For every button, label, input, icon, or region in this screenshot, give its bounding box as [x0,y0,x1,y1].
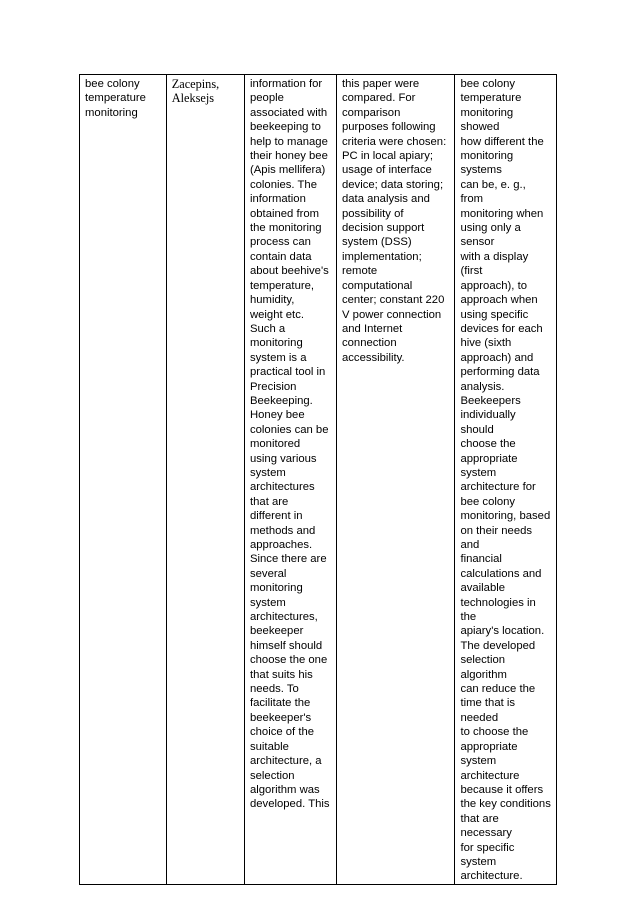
cell-topic: bee colony temperature monitoring [80,75,167,885]
cell-description: information for people associated with beekeeping to help to manage their honey bee (Apis mellifera) colonies. The information obtained from the monitoring process can contain data about beehive's temperature, humidity, weight etc. Such a monitoring system is a practical tool in Precision Beekeeping. Honey bee colonies can be monitored using various system architectures that are different in methods and approaches. Since there are several monitoring system architectures, beekeeper himself should choose the one that suits his needs. To facilitate the beekeeper's choice of the suitable architecture, a selection algorithm was developed. This [244,75,336,885]
literature-table [79,74,557,885]
table-row [80,75,557,885]
cell-methods: this paper were compared. For comparison purposes following criteria were chosen: PC in local apiary; usage of interface device; data storing; data analysis and possibility of decision support system (DSS) implementation; remote computational center; constant 220 V power connection and Internet connection accessibility. [336,75,454,885]
cell-findings: bee colony temperature monitoring showed how different the monitoring systems can be, e. g., from monitoring when using only a sensor with a display (first approach), to approach when using specific devices for each hive (sixth approach) and performing data analysis. Beekeepers individually should choose the appropriate system architecture for bee colony monitoring, based on their needs and financial calculations and available technologies in the apiary's location. The developed selection algorithm can reduce the time that is needed to choose the appropriate system architecture because it offers the key conditions that are necessary for specific system architecture. [455,75,557,885]
cell-authors: Zacepins, Aleksejs [166,75,244,885]
